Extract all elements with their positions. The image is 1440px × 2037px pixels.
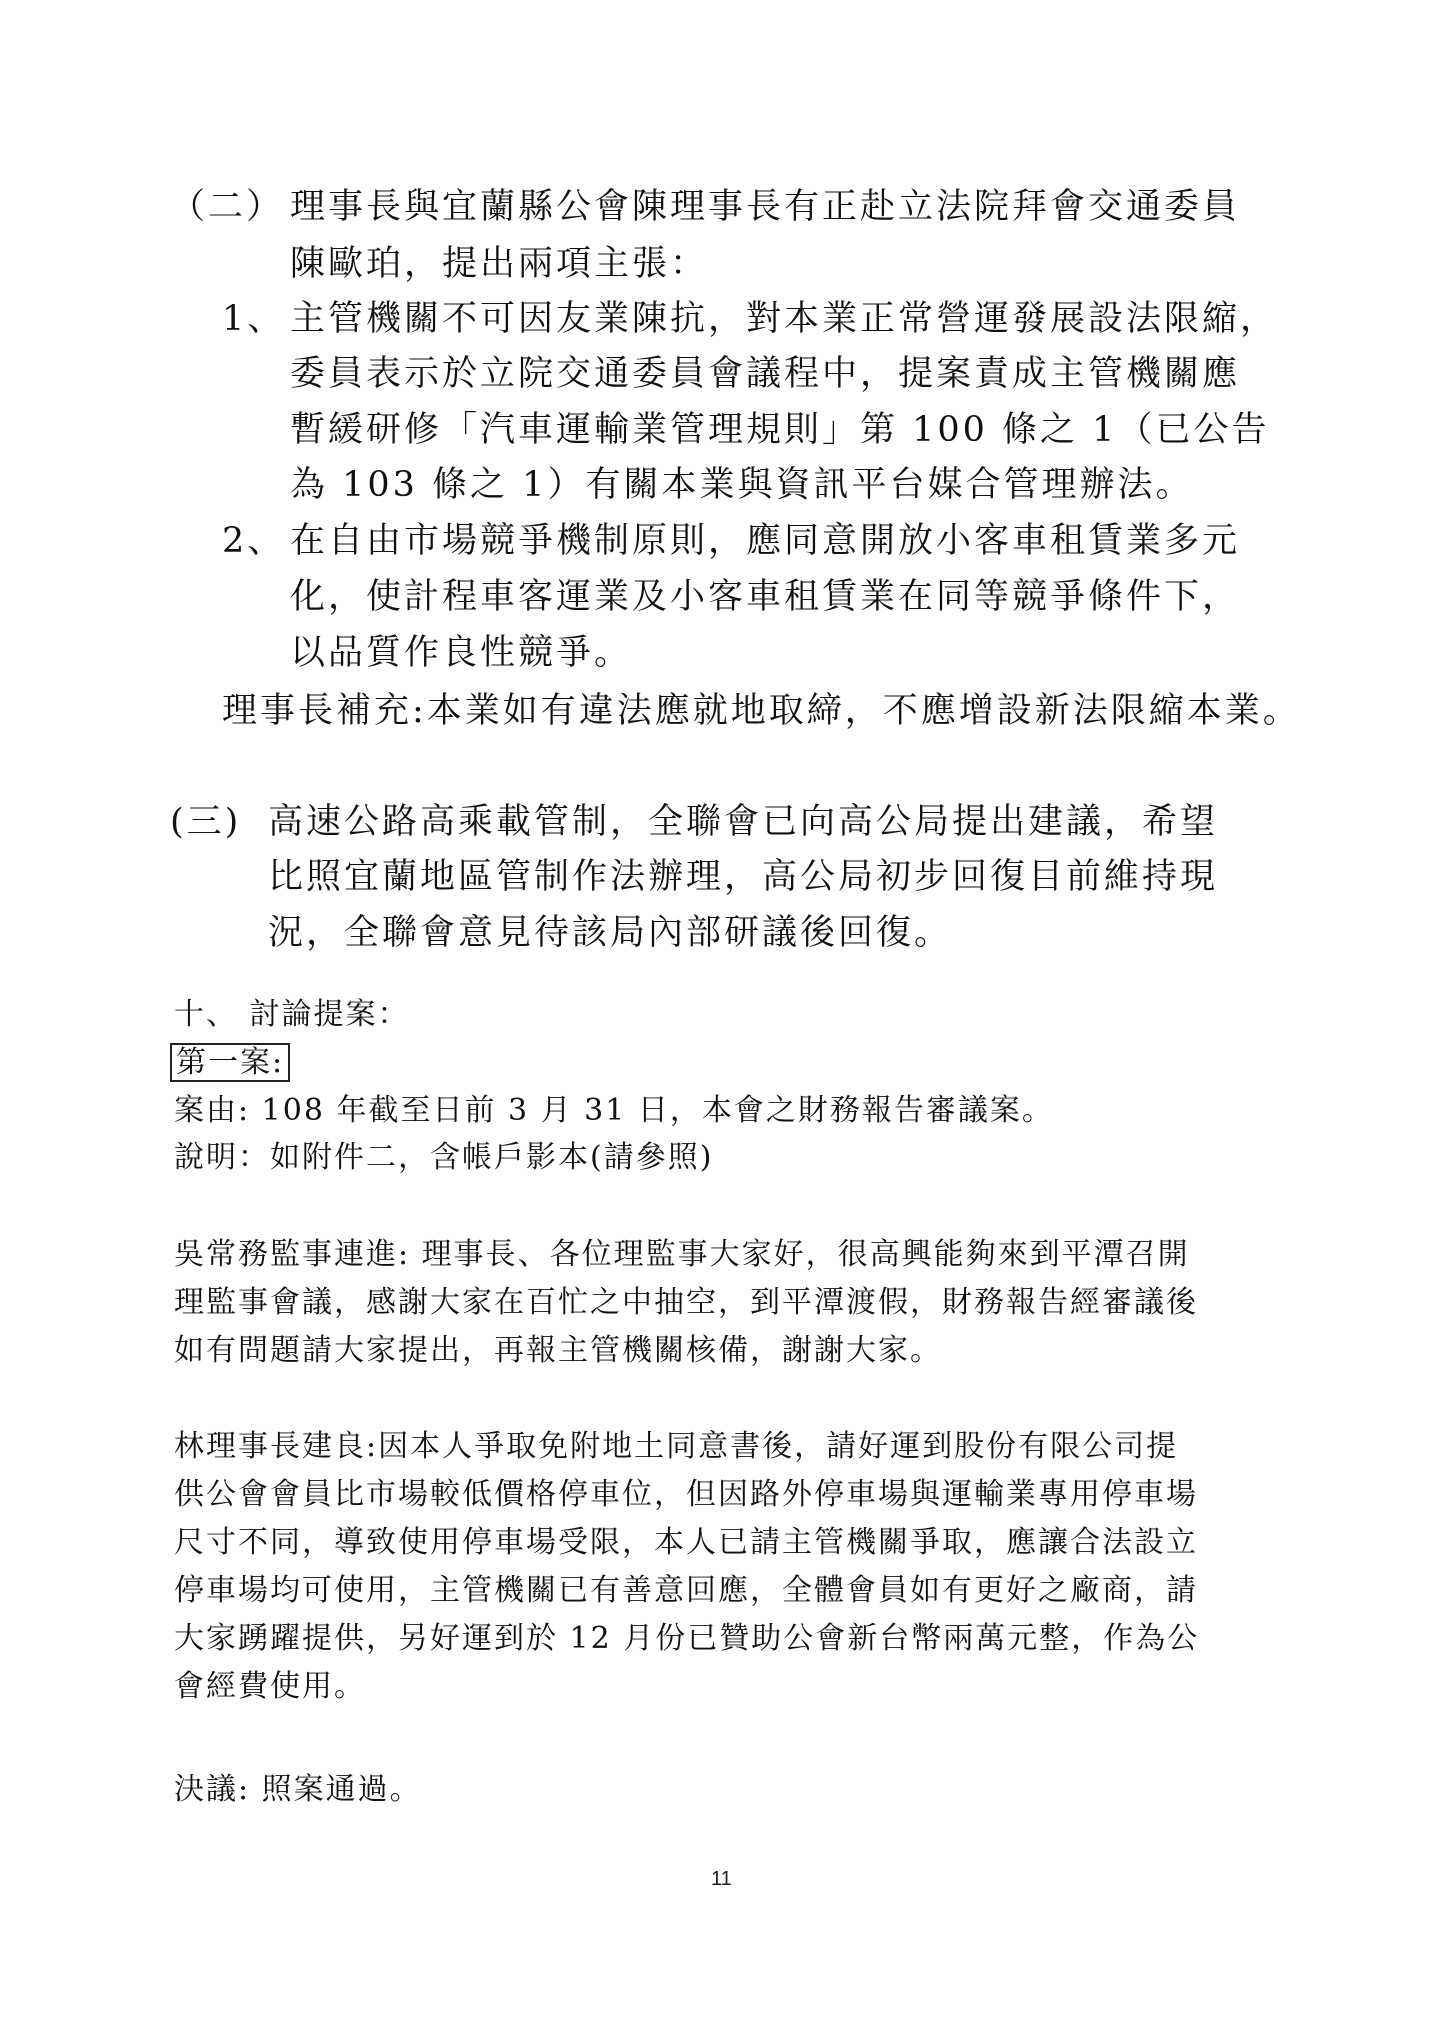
section-3-line-1: 高速公路高乘載管制，全聯會已向高公局提出建議，希望 xyxy=(268,802,1219,842)
item-2-line-3: 以品質作良性競爭。 xyxy=(290,633,633,673)
lin-statement-line-2: 供公會會員比市場較低價格停車位，但因路外停車場與運輸業專用停車場 xyxy=(174,1477,1198,1512)
section-3-line-3: 況，全聯會意見待該局內部研議後回復。 xyxy=(268,913,953,953)
item-1-line-4: 為 103 條之 1）有關本業與資訊平台媒合管理辦法。 xyxy=(290,465,1194,505)
section-2-line-1: 理事長與宜蘭縣公會陳理事長有正赴立法院拜會交通委員 xyxy=(290,187,1241,227)
page-number: 11 xyxy=(711,1868,732,1890)
item-2-line-2: 化，使計程車客運業及小客車租賃業在同等競爭條件下， xyxy=(290,577,1241,617)
case-1-label: 第一案: xyxy=(170,1043,290,1082)
lin-statement-line-6: 會經費使用。 xyxy=(174,1669,366,1704)
lin-statement-line-3: 尺寸不同，導致使用停車場受限，本人已請主管機關爭取，應讓合法設立 xyxy=(174,1525,1198,1560)
case-explanation: 說明：如附件二，含帳戶影本(請參照) xyxy=(174,1140,714,1175)
case-reason: 案由: 108 年截至日前 3 月 31 日，本會之財務報告審議案。 xyxy=(174,1093,1054,1128)
lin-statement-line-4: 停車場均可使用，主管機關已有善意回應，全體會員如有更好之廠商，請 xyxy=(174,1573,1198,1608)
lin-statement-line-5: 大家踴躍提供，另好運到於 12 月份已贊助公會新台幣兩萬元整，作為公 xyxy=(174,1621,1200,1656)
section-2-line-2: 陳歐珀，提出兩項主張： xyxy=(290,244,709,284)
item-1-number: 1、 xyxy=(222,299,286,339)
lin-statement-line-1: 林理事長建良:因本人爭取免附地土同意書後，請好運到股份有限公司提 xyxy=(174,1429,1179,1464)
item-2-number: 2、 xyxy=(222,521,286,561)
section-2-marker: （二） xyxy=(170,187,285,227)
item-1-line-2: 委員表示於立院交通委員會議程中，提案責成主管機關應 xyxy=(290,354,1241,394)
section-3-line-2: 比照宜蘭地區管制作法辦理，高公局初步回復目前維持現 xyxy=(268,857,1219,897)
section-3-marker: (三) xyxy=(170,802,242,842)
item-1-line-3: 暫緩研修「汽車運輸業管理規則」第 100 條之 1（已公告 xyxy=(290,410,1270,450)
item-1-line-1: 主管機關不可因友業陳抗，對本業正常營運發展設法限縮， xyxy=(290,299,1279,339)
chairman-supplement: 理事長補充:本業如有違法應就地取締，不應增設新法限縮本業。 xyxy=(222,691,1301,731)
discussion-heading: 十、 討論提案： xyxy=(174,997,410,1032)
wu-statement-line-1: 吳常務監事連進: 理事長、各位理監事大家好，很高興能夠來到平潭召開 xyxy=(174,1237,1190,1272)
wu-statement-line-2: 理監事會議，感謝大家在百忙之中抽空，到平潭渡假，財務報告經審議後 xyxy=(174,1285,1198,1320)
item-2-line-1: 在自由市場競爭機制原則，應同意開放小客車租賃業多元 xyxy=(290,521,1241,561)
wu-statement-line-3: 如有問題請大家提出，再報主管機關核備，謝謝大家。 xyxy=(174,1333,942,1368)
resolution: 決議: 照案通過。 xyxy=(174,1772,422,1807)
